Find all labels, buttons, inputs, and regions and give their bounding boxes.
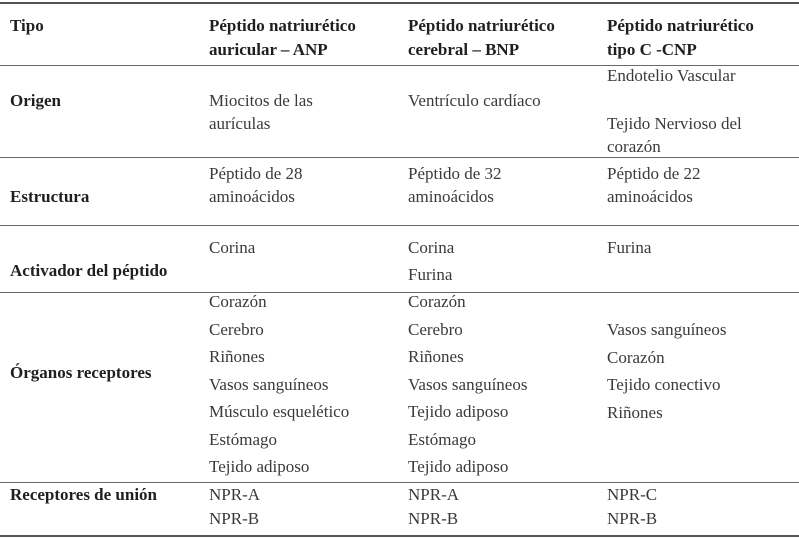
cell-origen-bnp: Ventrículo cardíaco	[408, 91, 541, 110]
list-item: Riñones	[607, 402, 663, 422]
cell-origen-anp: Miocitos de las	[209, 91, 313, 110]
row-label-origen: Origen	[10, 91, 61, 110]
row-label-estructura: Estructura	[10, 187, 90, 206]
header-anp-line2: auricular – ANP	[209, 40, 328, 59]
cell-origen-cnp: Tejido Nervioso del	[607, 114, 742, 133]
cell-estructura-cnp: Péptido de 22	[607, 164, 701, 183]
list-item: Músculo esquelético	[209, 402, 350, 421]
list-item: Tejido conectivo	[607, 375, 721, 394]
cell-estructura-bnp: Péptido de 32	[408, 164, 502, 183]
cell-activador-bnp: Corina	[408, 238, 455, 257]
row-label-organos: Órganos receptores	[10, 363, 152, 382]
cell-origen-cnp: Endotelio Vascular	[607, 66, 736, 85]
list-item: Estómago	[209, 429, 277, 449]
cell-activador-cnp: Furina	[607, 238, 652, 257]
list-item: Corazón	[408, 292, 466, 311]
row-divider	[0, 225, 799, 226]
cell-origen-anp: aurículas	[209, 114, 271, 133]
row-label-activador: Activador del péptido	[10, 261, 168, 280]
cell-activador-anp: Corina	[209, 238, 256, 257]
cell-receptores-bnp: NPR-B	[408, 509, 459, 528]
list-item: Corazón	[607, 347, 665, 367]
cell-organos-cnp	[607, 316, 726, 426]
cell-estructura-bnp: aminoácidos	[408, 187, 494, 206]
table-bottom-rule	[0, 535, 799, 537]
header-anp-line1: Péptido natriurético	[209, 16, 356, 35]
list-item: Cerebro	[209, 319, 264, 339]
list-item: Cerebro	[408, 319, 463, 339]
list-item: Tejido adiposo	[209, 457, 310, 476]
list-item: Tejido adiposo	[408, 457, 509, 476]
cell-estructura-cnp: aminoácidos	[607, 187, 693, 206]
list-item: Riñones	[408, 347, 464, 366]
cell-receptores-cnp: NPR-C	[607, 485, 658, 504]
cell-receptores-bnp: NPR-A	[408, 485, 460, 504]
cell-estructura-anp: Péptido de 28	[209, 164, 303, 183]
header-type: Tipo	[10, 16, 44, 35]
list-item: Vasos sanguíneos	[408, 374, 528, 394]
cell-receptores-cnp: NPR-B	[607, 509, 658, 528]
list-item: Riñones	[209, 347, 265, 366]
cell-activador-bnp: Furina	[408, 265, 453, 284]
row-label-receptores: Receptores de unión	[10, 485, 158, 504]
table-top-rule	[0, 2, 799, 4]
cell-estructura-anp: aminoácidos	[209, 187, 295, 206]
header-bnp-line2: cerebral – BNP	[408, 40, 520, 59]
list-item: Vasos sanguíneos	[607, 320, 727, 339]
cell-organos-bnp	[408, 288, 527, 481]
row-divider	[0, 157, 799, 158]
cell-receptores-anp: NPR-A	[209, 485, 261, 504]
list-item: Tejido adiposo	[408, 402, 509, 421]
header-bnp-line1: Péptido natriurético	[408, 16, 555, 35]
row-divider	[0, 292, 799, 293]
list-item: Estómago	[408, 429, 476, 449]
header-cnp-line1: Péptido natriurético	[607, 16, 754, 35]
cell-origen-cnp: corazón	[607, 137, 661, 156]
cell-receptores-anp: NPR-B	[209, 509, 260, 528]
cell-organos-anp	[209, 288, 349, 481]
list-item: Vasos sanguíneos	[209, 374, 329, 394]
header-cnp-line2: tipo C -CNP	[607, 40, 697, 59]
list-item: Corazón	[209, 292, 267, 311]
